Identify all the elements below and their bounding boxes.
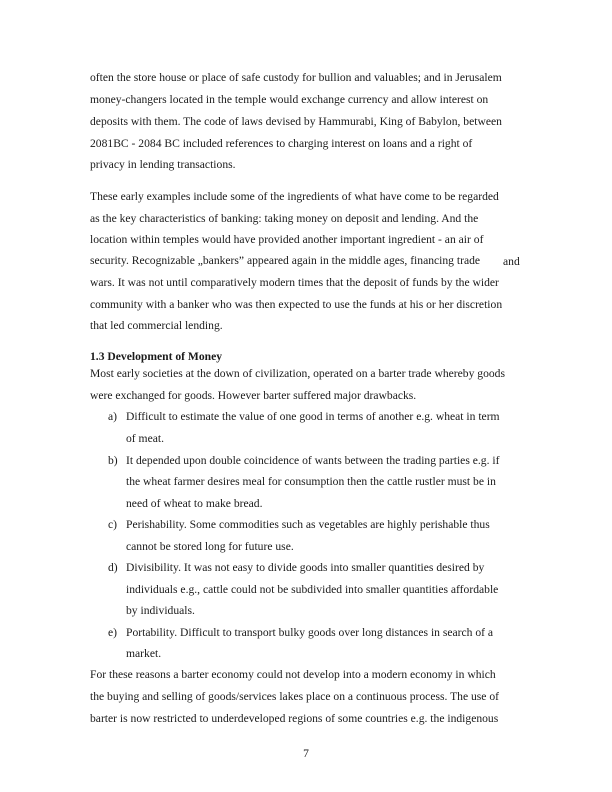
text-line: security. Recognizable „bankers” appeared again in the middle ages, financing trade [90,254,481,267]
text-line: location within temples would have provided another important ingredient - an air of [90,233,484,246]
text-line: often the store house or place of safe custody for bullion and valuables; and in Jerusalem [90,71,502,84]
list-text-line: Difficult to estimate the value of one good in terms of another e.g. wheat in term [126,410,500,423]
list-marker: d) [108,561,118,574]
text-line: wars. It was not until comparatively modern times that the deposit of funds by the wider [90,276,499,289]
text-line: were exchanged for goods. However barter suffered major drawbacks. [90,389,417,402]
list-text-line: individuals e.g., cattle could not be subdivided into smaller quantities affordable [126,583,499,596]
list-text-line: market. [126,647,162,660]
list-marker: a) [108,410,118,423]
section-heading: 1.3 Development of Money [90,350,223,363]
page-number: 7 [303,747,309,760]
list-text-line: cannot be stored long for future use. [126,540,294,553]
text-line: as the key characteristics of banking: taking money on deposit and lending. And the [90,212,479,225]
list-text-line: of meat. [126,432,164,445]
list-text-line: Portability. Difficult to transport bulky goods over long distances in search of a [126,626,494,639]
text-line: the buying and selling of goods/services lakes place on a continuous process. The use of [90,690,500,703]
text-line: 2081BC - 2084 BC included references to charging interest on loans and a right of [90,137,473,150]
text-line: deposits with them. The code of laws devised by Hammurabi, King of Babylon, between [90,115,502,128]
text-line: community with a banker who was then expected to use the funds at his or her discretion [90,298,503,311]
text-line: that led commercial lending. [90,319,223,332]
list-text-line: Divisibility. It was not easy to divide goods into smaller quantities desired by [126,561,485,574]
list-text-line: by individuals. [126,604,195,617]
text-line: privacy in lending transactions. [90,158,236,171]
list-text-line: It depended upon double coincidence of wants between the trading parties e.g. if [126,454,500,467]
text-line: Most early societies at the down of civilization, operated on a barter trade whereby goods [90,367,505,380]
text-line: money-changers located in the temple would exchange currency and allow interest on [90,93,489,106]
list-text-line: Perishability. Some commodities such as vegetables are highly perishable thus [126,518,490,531]
text-line: barter is now restricted to underdeveloped regions of some countries e.g. the indigenous [90,712,499,725]
list-marker: e) [108,626,118,639]
text-fragment-and: and [503,255,520,268]
text-line: These early examples include some of the ingredients of what have come to be regarded [90,190,499,203]
list-text-line: the wheat farmer desires meal for consumption then the cattle rustler must be in [126,475,496,488]
list-marker: b) [108,454,118,467]
list-text-line: need of wheat to make bread. [126,497,263,510]
text-line: For these reasons a barter economy could not develop into a modern economy in which [90,668,496,681]
list-marker: c) [108,518,118,531]
